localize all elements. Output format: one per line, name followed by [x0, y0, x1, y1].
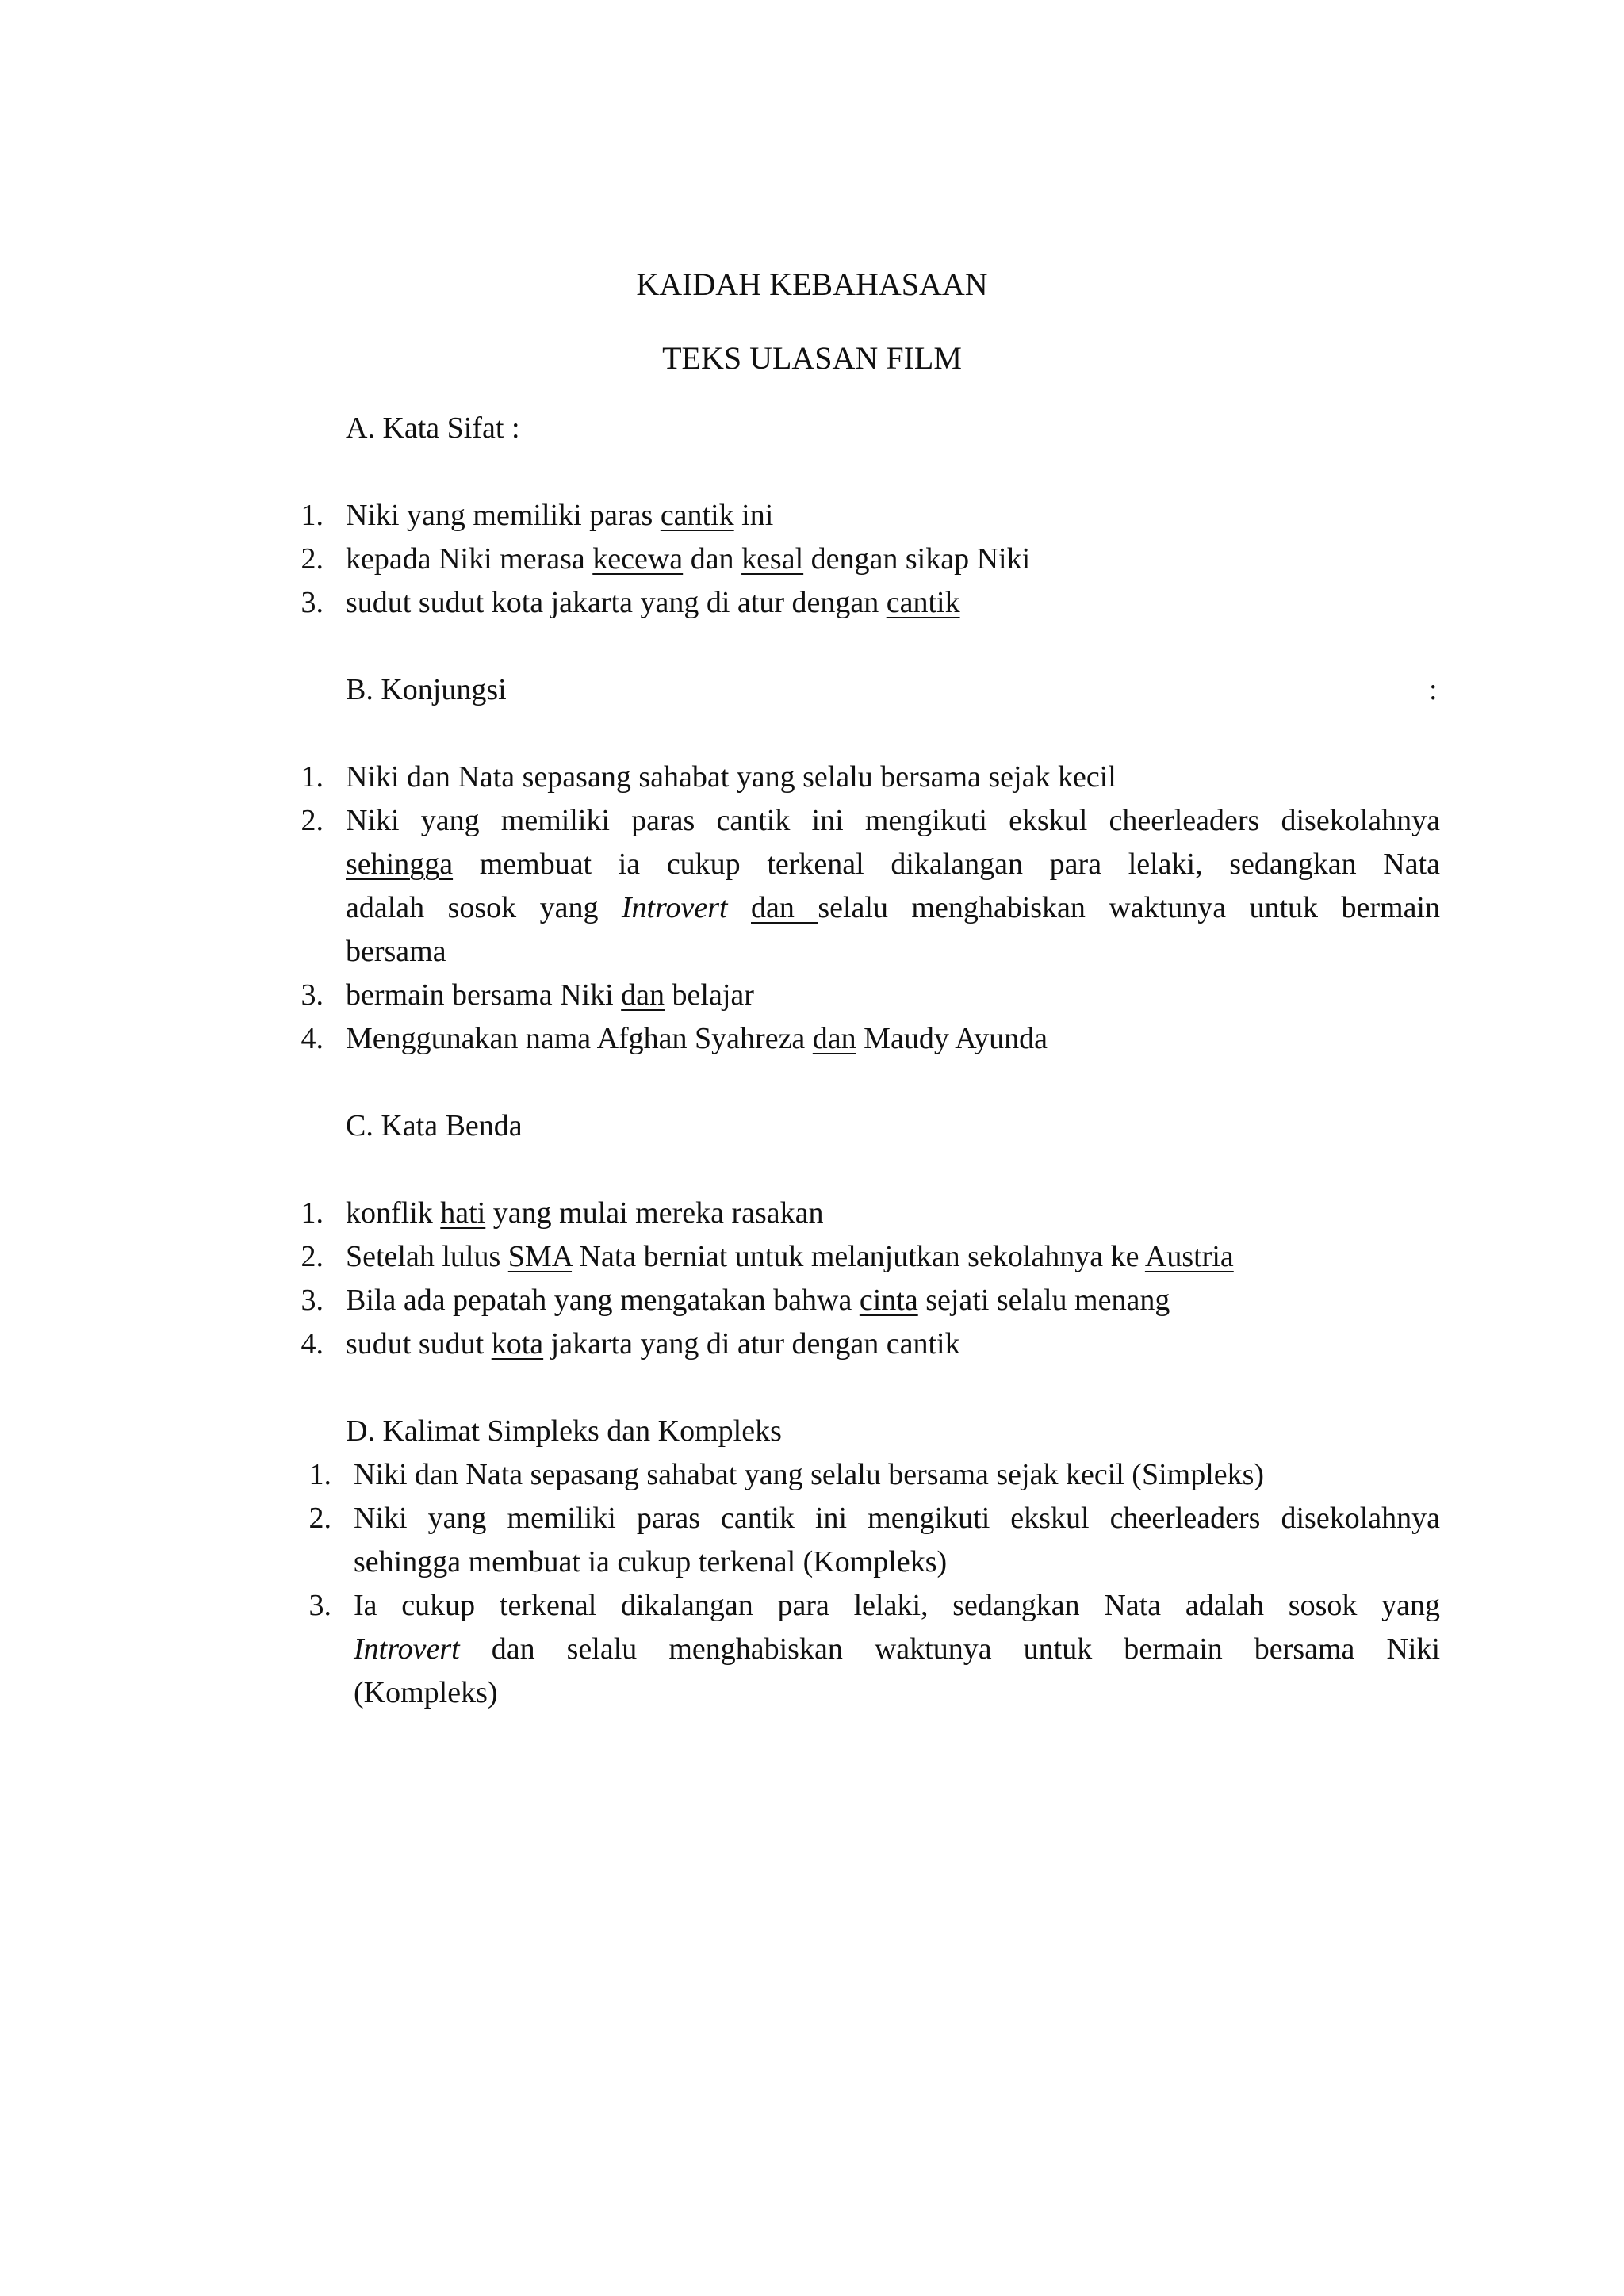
section-b-heading: B. Konjungsi: [346, 673, 507, 706]
list-item: kepada Niki merasa kecewa dan kesal dengan sikap Niki: [346, 542, 1031, 576]
list-item-number: 1.: [308, 1458, 331, 1491]
list-item: bermain bersama Niki dan belajar: [346, 978, 754, 1012]
title-teks-ulasan-film: TEKS ULASAN FILM: [662, 340, 962, 376]
list-item-line: Introvert dan selalu menghabiskan waktunya untuk bermain bersama Niki: [354, 1632, 1440, 1666]
list-item: konflik hati yang mulai mereka rasakan: [346, 1196, 824, 1230]
list-item: Niki dan Nata sepasang sahabat yang selalu bersama sejak kecil (Simpleks): [354, 1458, 1265, 1491]
section-d-heading: D. Kalimat Simpleks dan Kompleks: [346, 1414, 782, 1448]
list-item-number: 3.: [308, 1589, 331, 1622]
list-item: sudut sudut kota jakarta yang di atur dengan cantik: [346, 586, 960, 619]
list-item-number: 1.: [301, 760, 324, 794]
section-c-heading: C. Kata Benda: [346, 1109, 523, 1142]
section-a-heading: A. Kata Sifat :: [346, 411, 520, 445]
list-item-line: Niki yang memiliki paras cantik ini mengikuti ekskul cheerleaders disekolahnya: [346, 804, 1440, 837]
list-item-number: 3.: [301, 1284, 324, 1317]
list-item-line: adalah sosok yang Introvert dan selalu menghabiskan waktunya untuk bermain: [346, 891, 1440, 924]
section-b-colon: :: [1429, 673, 1438, 706]
list-item-number: 1.: [301, 1196, 324, 1230]
list-item-line: Niki yang memiliki paras cantik ini mengikuti ekskul cheerleaders disekolahnya: [354, 1502, 1440, 1535]
list-item-line: Ia cukup terkenal dikalangan para lelaki, sedangkan Nata adalah sosok yang: [354, 1589, 1440, 1622]
list-item: sudut sudut kota jakarta yang di atur dengan cantik: [346, 1327, 960, 1360]
list-item-number: 2.: [301, 542, 324, 576]
list-item-number: 2.: [308, 1502, 331, 1535]
list-item-number: 2.: [301, 1240, 324, 1273]
list-item-line: bersama: [346, 935, 446, 968]
title-kaidah-kebahasaan: KAIDAH KEBAHASAAN: [636, 266, 988, 302]
list-item: Niki dan Nata sepasang sahabat yang selalu bersama sejak kecil: [346, 760, 1116, 794]
list-item-number: 4.: [301, 1022, 324, 1055]
list-item: Niki yang memiliki paras cantik ini: [346, 499, 774, 532]
list-item-number: 3.: [301, 978, 324, 1012]
list-item-number: 4.: [301, 1327, 324, 1360]
list-item-number: 2.: [301, 804, 324, 837]
list-item: Bila ada pepatah yang mengatakan bahwa cinta sejati selalu menang: [346, 1284, 1170, 1317]
list-item-number: 3.: [301, 586, 324, 619]
list-item-line: sehingga membuat ia cukup terkenal dikalangan para lelaki, sedangkan Nata: [346, 848, 1440, 881]
list-item: Menggunakan nama Afghan Syahreza dan Maudy Ayunda: [346, 1022, 1048, 1055]
list-item-number: 1.: [301, 499, 324, 532]
list-item: Setelah lulus SMA Nata berniat untuk melanjutkan sekolahnya ke Austria: [346, 1240, 1234, 1273]
list-item-line: sehingga membuat ia cukup terkenal (Kompleks): [354, 1545, 948, 1578]
list-item-line: (Kompleks): [354, 1676, 498, 1709]
